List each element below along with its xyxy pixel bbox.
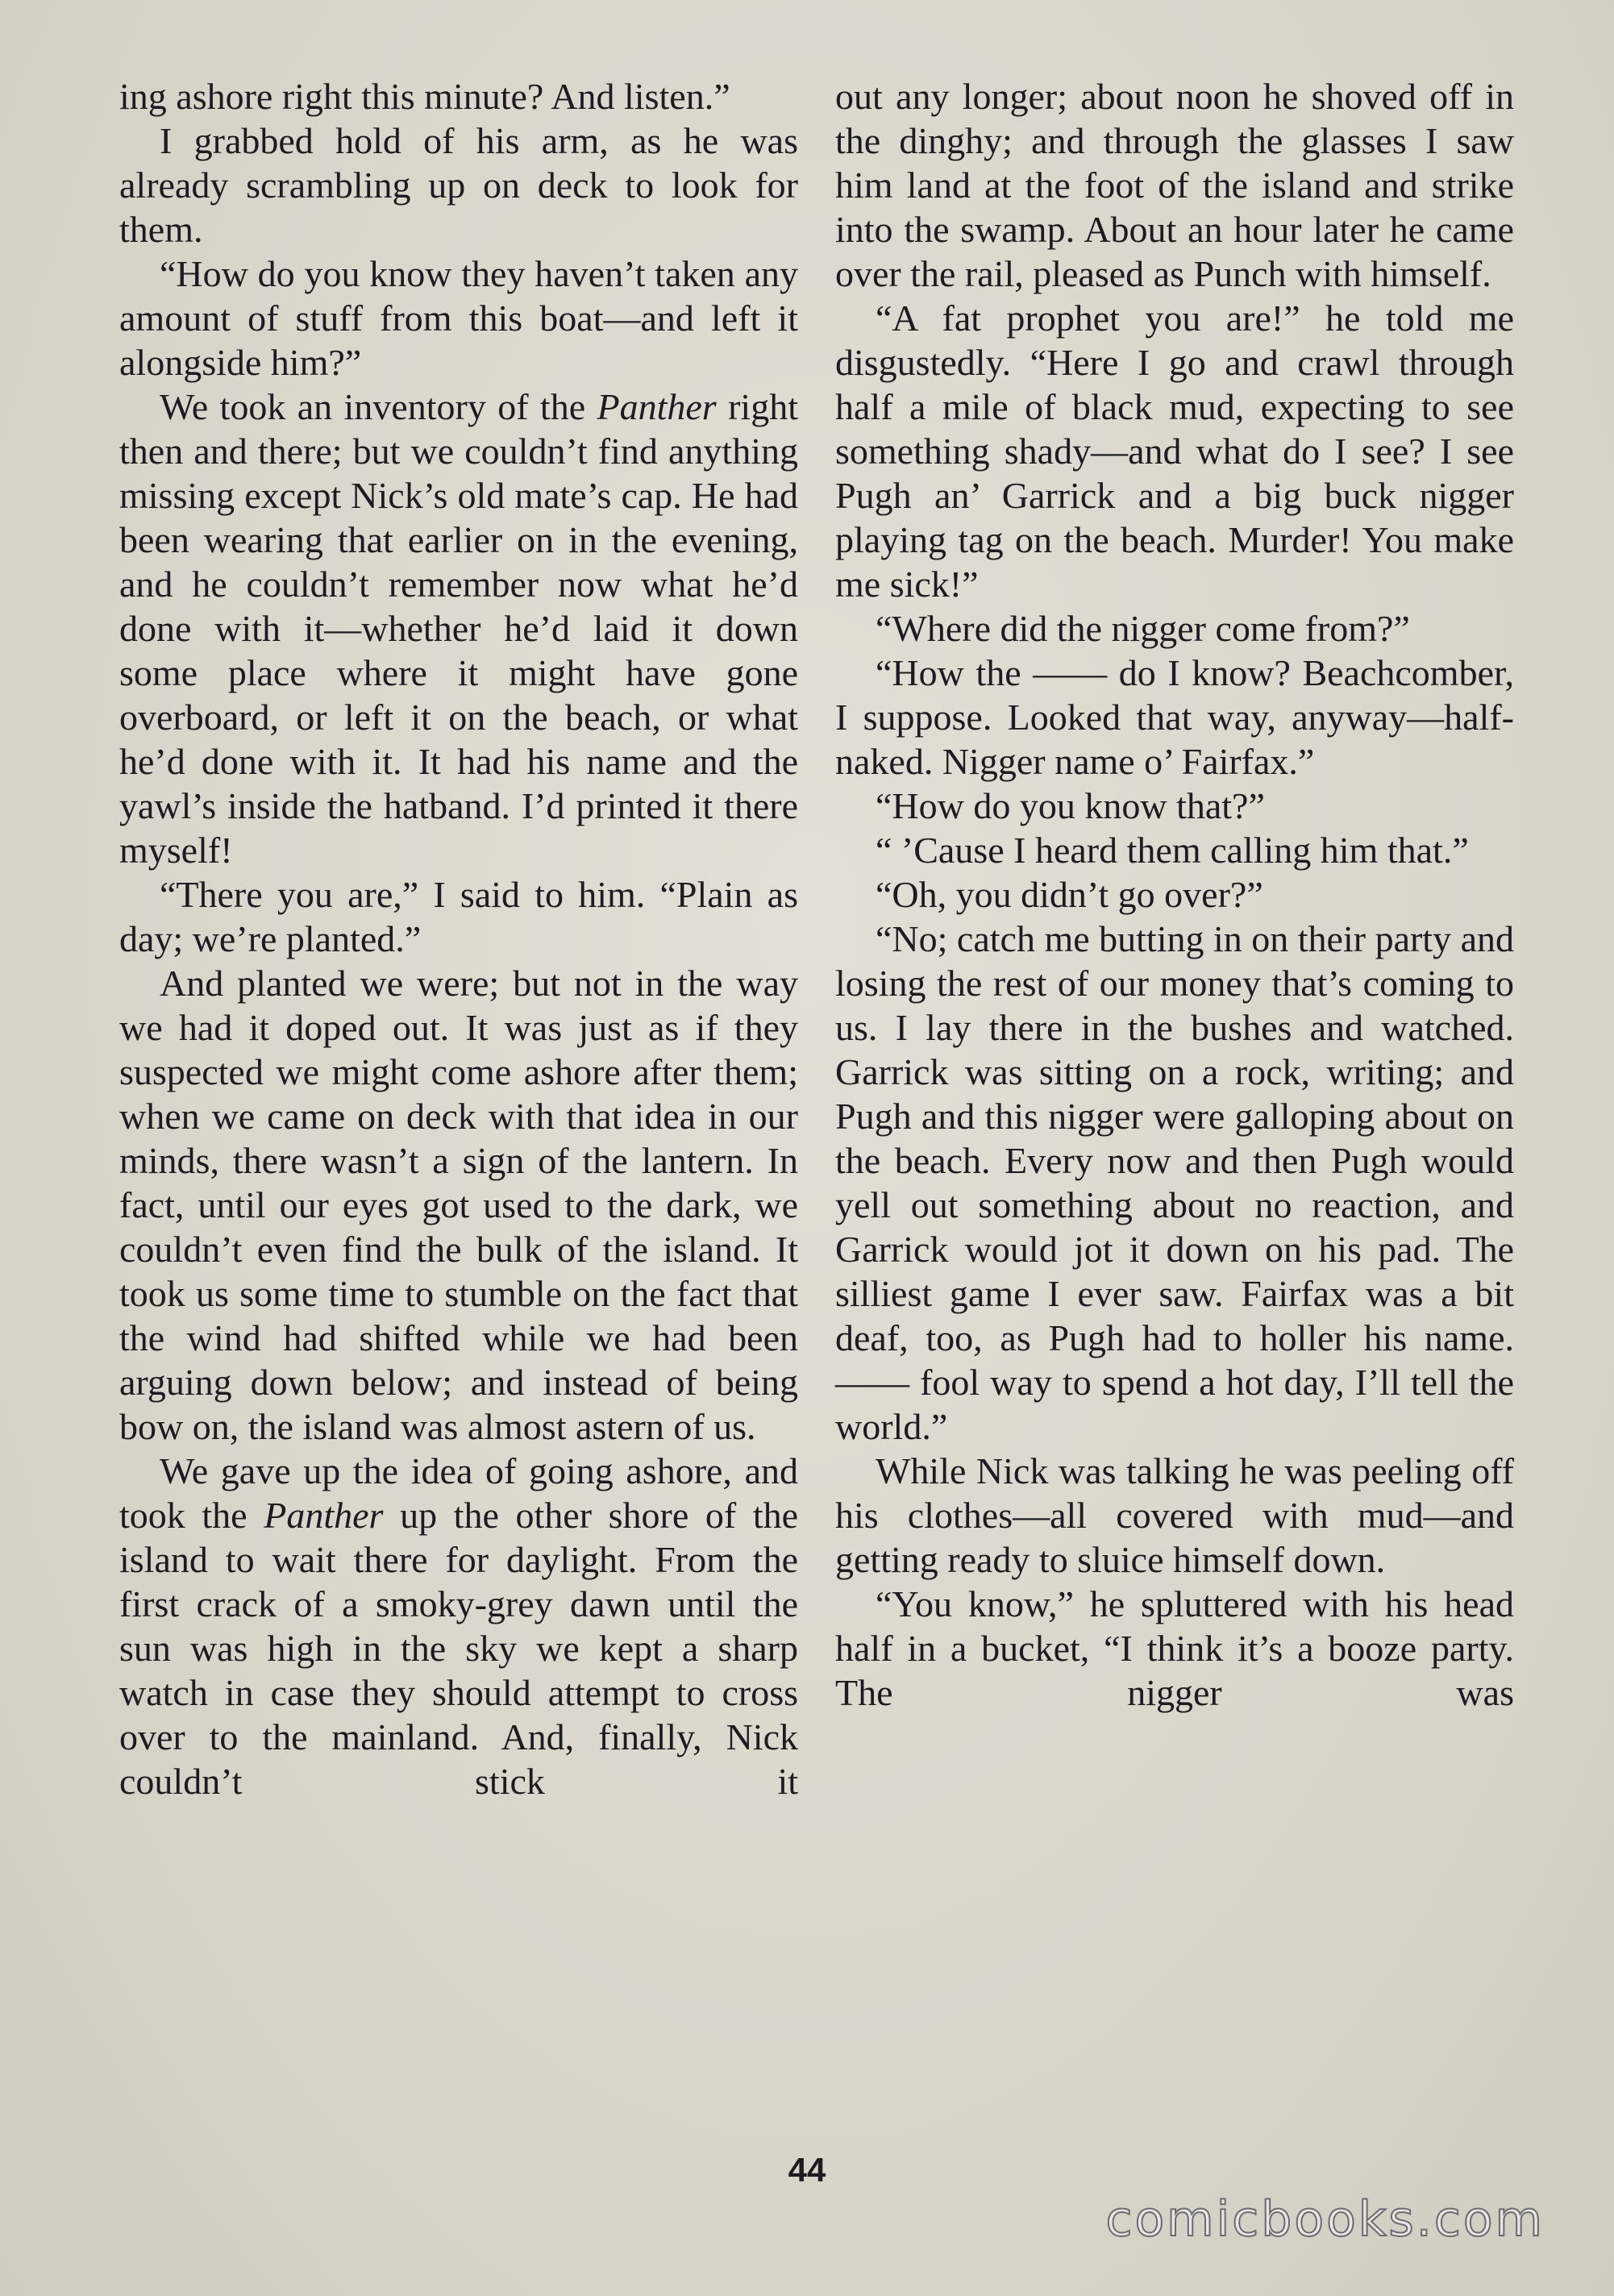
paragraph: “How do you know they haven’t taken any amount of stuff from this boat—and left it alongside him?” (119, 253, 798, 383)
paragraph: While Nick was talking he was peeling off his clothes—all covered with mud—and getting ready to sluice himself down. (835, 1450, 1514, 1580)
paragraph: “Where did the nigger come from?” (876, 608, 1410, 649)
paragraph: “How the —— do I know? Beachcomber, I suppose. Looked that way, anyway—half-naked. Nigger name o’ Fairfax.” (835, 652, 1514, 782)
paragraph: “ ’Cause I heard them calling him that.” (876, 830, 1469, 871)
italic-ship-name: Panther (264, 1495, 384, 1536)
paragraph: And planted we were; but not in the way we had it doped out. It was just as if they suspected we might come ashore after them; when we came on deck with that idea in our minds, there wasn’t a sign of the lantern. In fact, until our eyes got used to the dark, we couldn’t even find the bulk of the island. It took us some time to stumble on the fact that the wind had shifted while we had been arguing down below; and instead of being bow on, the island was almost astern of us. (119, 963, 798, 1447)
paragraph: ing ashore right this minute? And listen.” (119, 76, 730, 117)
paragraph (119, 1449, 798, 1803)
paragraph: “You know,” he spluttered with his head half in a bucket, “I think it’s a booze party. The nigger was (835, 1583, 1514, 1713)
text-run: right then and there; but we couldn’t find anything missing except Nick’s old mate’s cap. He had been wearing that earlier on in the evening, and he couldn’t remember now what he’d done with it—whether he’d laid it down some place where it might have gone overboard, or left it on the beach, or what he’d done with it. It had his name and the yawl’s inside the hatband. I’d printed it there myself! (119, 386, 798, 871)
watermark: comicbooks.com (1105, 2191, 1545, 2248)
italic-ship-name: Panther (597, 386, 717, 427)
paragraph: out any longer; about noon he shoved off in the dinghy; and through the glasses I saw him land at the foot of the island and strike into the swamp. About an hour later he came over the rail, pleased as Punch with himself. (835, 76, 1514, 294)
text-run: We gave up the idea of going ashore, and took the (119, 1450, 798, 1536)
page-number: 44 (788, 2151, 826, 2189)
paragraph: “A fat prophet you are!” he told me disgustedly. “Here I go and crawl through half a mile of black mud, expecting to see something shady—and what do I see? I see Pugh an’ Garrick and a big buck nigger playing tag on the beach. Murder! You make me sick!” (835, 297, 1514, 605)
text-run: We took an inventory of the (160, 386, 586, 427)
paragraph: “There you are,” I said to him. “Plain as day; we’re planted.” (119, 874, 798, 959)
paragraph: “Oh, you didn’t go over?” (876, 874, 1263, 915)
paragraph: “No; catch me butting in on their party and losing the rest of our money that’s coming to us. I lay there in the bushes and watched. Garrick was sitting on a rock, writing; and Pugh and this nigger were galloping about on the beach. Every now and then Pugh would yell out something about no reaction, and Garrick would jot it down on his pad. The silliest game I ever saw. Fairfax was a bit deaf, too, as Pugh had to holler his name. —— fool way to spend a hot day, I’ll tell the world.” (835, 918, 1514, 1447)
paragraph: I grabbed hold of his arm, as he was already scrambling up on deck to look for them. (119, 120, 798, 250)
paragraph: “How do you know that?” (876, 785, 1265, 826)
text-run: up the other shore of the island to wait there for daylight. From the first crack of a smoky-grey dawn until the sun was high in the sky we kept a sharp watch in case they should attempt to cross over to the mainland. And, finally, Nick couldn’t stick it (119, 1495, 799, 1802)
left-text-column (119, 74, 798, 1803)
right-text-column (835, 74, 1514, 1715)
paragraph (119, 385, 798, 872)
